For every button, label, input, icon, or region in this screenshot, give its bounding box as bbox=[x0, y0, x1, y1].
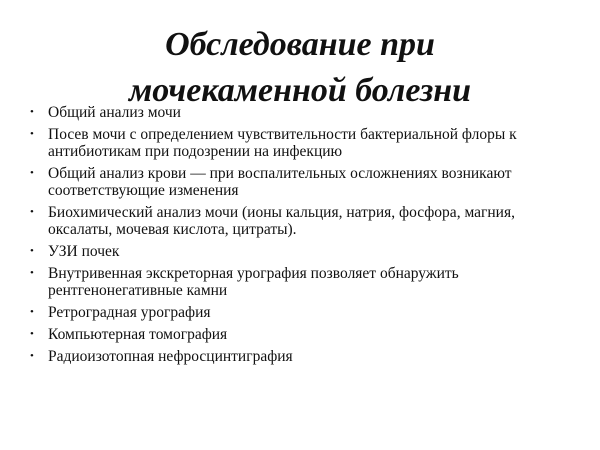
list-item bbox=[30, 304, 580, 321]
bullet-icon: • bbox=[30, 350, 34, 362]
list-item-text: Внутривенная экскреторная урография позволяет обнаружить рентгенонегативные камни bbox=[48, 265, 459, 299]
slide-title bbox=[0, 22, 600, 114]
list-item-text: Биохимический анализ мочи (ионы кальция, натрия, фосфора, магния, оксалаты, мочевая кислота, цитраты). bbox=[48, 204, 515, 238]
bullet-list bbox=[30, 104, 580, 370]
title-line-1: Обследование при bbox=[165, 26, 435, 63]
list-item-text: Компьютерная томография bbox=[48, 326, 228, 343]
list-item bbox=[30, 165, 580, 199]
list-item-text: Ретроградная урография bbox=[48, 304, 211, 321]
bullet-icon: • bbox=[30, 206, 34, 218]
list-item bbox=[30, 265, 580, 299]
list-item-text: УЗИ почек bbox=[48, 243, 120, 260]
list-item bbox=[30, 326, 580, 343]
bullet-icon: • bbox=[30, 328, 34, 340]
list-item bbox=[30, 204, 580, 238]
list-item-text: Посев мочи с определением чувствительности бактериальной флоры к антибиотикам при подозрении на инфекцию bbox=[48, 126, 517, 160]
list-item-text: Общий анализ мочи bbox=[48, 104, 181, 121]
list-item bbox=[30, 126, 580, 160]
bullet-icon: • bbox=[30, 167, 34, 179]
list-item bbox=[30, 348, 580, 365]
bullet-icon: • bbox=[30, 106, 34, 118]
list-item bbox=[30, 243, 580, 260]
list-item-text: Общий анализ крови — при воспалительных осложнениях возникают соответствующие изменения bbox=[48, 165, 512, 199]
bullet-icon: • bbox=[30, 128, 34, 140]
list-item-text: Радиоизотопная нефросцинтиграфия bbox=[48, 348, 293, 365]
bullet-icon: • bbox=[30, 306, 34, 318]
list-item bbox=[30, 104, 580, 121]
bullet-icon: • bbox=[30, 267, 34, 279]
bullet-icon: • bbox=[30, 245, 34, 257]
title-line-2: мочекаменной болезни bbox=[128, 72, 472, 109]
